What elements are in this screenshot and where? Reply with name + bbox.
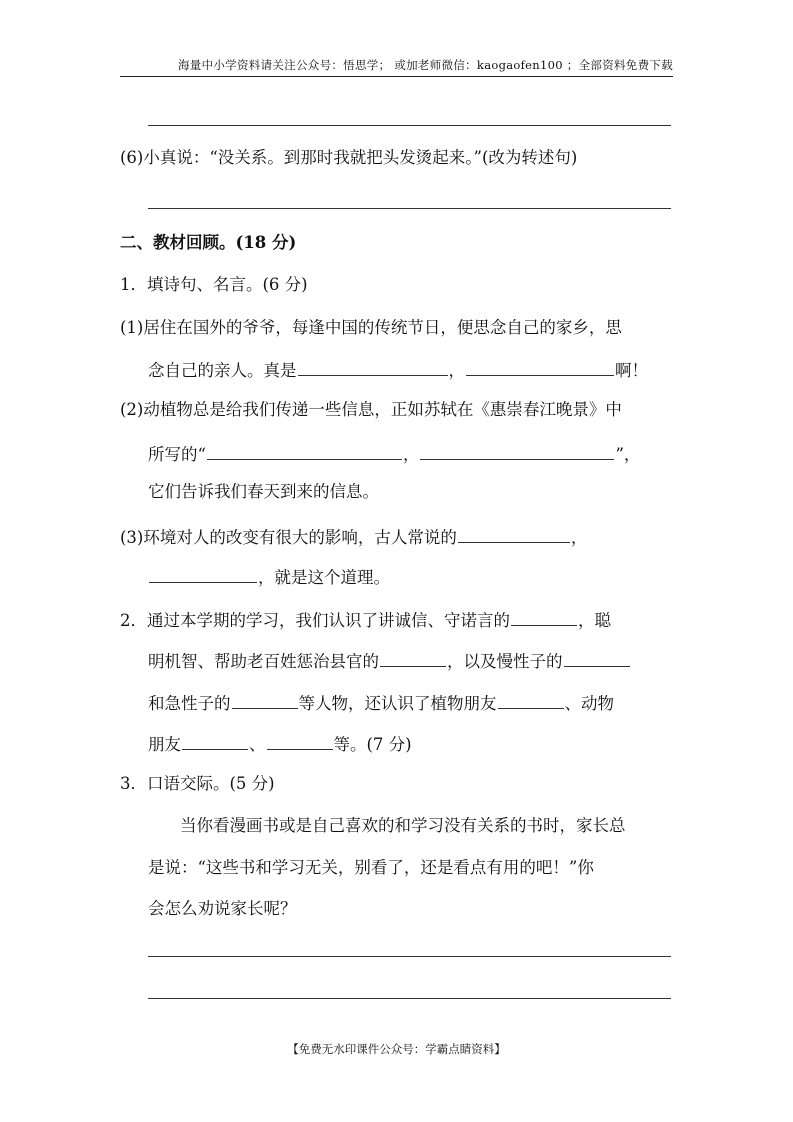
section-2-title: 二、教材回顾。(18 分) bbox=[120, 233, 297, 252]
item-2-text: 朋友 bbox=[148, 735, 181, 754]
item-1-3-line-1 bbox=[120, 526, 587, 547]
item-1-2-text-pre: 所写的“ bbox=[148, 445, 206, 464]
item-2-text: 、动物 bbox=[564, 694, 614, 713]
fill-blank[interactable] bbox=[380, 650, 446, 667]
fill-blank[interactable] bbox=[420, 443, 614, 460]
answer-line-item-3[interactable] bbox=[148, 956, 671, 957]
fill-blank[interactable] bbox=[458, 526, 570, 543]
fill-blank[interactable] bbox=[298, 359, 448, 376]
item-2-text: 2．通过本学期的学习，我们认识了讲诚信、守诺言的 bbox=[120, 611, 510, 630]
item-2-line-3 bbox=[148, 692, 614, 713]
answer-line-q5 bbox=[148, 125, 671, 126]
item-3-line-3: 会怎么劝说家长呢？ bbox=[148, 899, 297, 918]
header-rule bbox=[120, 76, 673, 77]
fill-blank[interactable] bbox=[564, 650, 630, 667]
item-2-line-1 bbox=[120, 609, 611, 630]
item-2-text: 、 bbox=[249, 735, 266, 754]
item-2-text: 明机智、帮助老百姓惩治县官的 bbox=[148, 652, 379, 671]
item-1-1-sep: ， bbox=[448, 361, 465, 380]
fill-blank[interactable] bbox=[267, 733, 333, 750]
item-1-3-text-post: ， bbox=[570, 528, 588, 547]
fill-blank[interactable] bbox=[149, 566, 257, 583]
item-1-3-line-2 bbox=[148, 566, 390, 587]
item-3-title: 3．口语交际。(5 分) bbox=[120, 774, 275, 793]
fill-blank[interactable] bbox=[498, 692, 564, 709]
item-2-text: 等人物，还认识了植物朋友 bbox=[298, 694, 497, 713]
item-1-2-line-1: (2)动植物总是给我们传递一些信息，正如苏轼在《惠崇春江晚景》中 bbox=[120, 400, 622, 419]
item-1-2-line-2 bbox=[148, 443, 640, 464]
item-1-1-text-pre: 念自己的亲人。真是 bbox=[148, 361, 297, 380]
fill-blank[interactable] bbox=[466, 359, 614, 376]
item-2-line-2 bbox=[148, 650, 631, 671]
fill-blank[interactable] bbox=[232, 692, 298, 709]
item-1-1-line-2 bbox=[148, 359, 648, 380]
item-3-line-2: 是说：“这些书和学习无关，别看了，还是看点有用的吧！”你 bbox=[148, 858, 594, 877]
item-1-3-text-pre: (3)环境对人的改变有很大的影响，古人常说的 bbox=[120, 528, 457, 547]
answer-line-q6 bbox=[148, 208, 671, 209]
item-2-line-4 bbox=[148, 733, 412, 754]
item-1-3-text-post: ，就是这个道理。 bbox=[258, 568, 390, 587]
item-2-text: 等。(7 分) bbox=[333, 735, 412, 754]
item-1-1-text-post: 啊！ bbox=[615, 361, 648, 380]
item-1-title: 1．填诗句、名言。(6 分) bbox=[120, 275, 308, 294]
fill-blank[interactable] bbox=[207, 443, 402, 460]
fill-blank[interactable] bbox=[511, 609, 577, 626]
item-2-text: ，聪 bbox=[578, 611, 611, 630]
item-1-2-sep: ， bbox=[402, 445, 420, 464]
footer-notice: 【免费无水印课件公众号：学霸点睛资料】 bbox=[287, 1042, 506, 1056]
header-notice: 海量中小学资料请关注公众号：悟思学； 或加老师微信：kaogaofen100 ；全部资料免费下载 bbox=[177, 58, 673, 72]
answer-line-item-3[interactable] bbox=[148, 998, 671, 999]
item-2-text: 和急性子的 bbox=[148, 694, 231, 713]
item-1-2-text-post: ”， bbox=[615, 445, 641, 464]
item-1-1-line-1: (1)居住在国外的爷爷，每逢中国的传统节日，便思念自己的家乡，思 bbox=[120, 318, 622, 337]
fill-blank[interactable] bbox=[182, 733, 248, 750]
item-1-2-line-3: 它们告诉我们春天到来的信息。 bbox=[148, 482, 379, 501]
question-6: (6)小真说：“没关系。到那时我就把头发烫起来。”(改为转述句) bbox=[120, 148, 578, 167]
item-2-text: ，以及慢性子的 bbox=[447, 652, 563, 671]
item-3-line-1: 当你看漫画书或是自己喜欢的和学习没有关系的书时，家长总 bbox=[180, 816, 626, 835]
